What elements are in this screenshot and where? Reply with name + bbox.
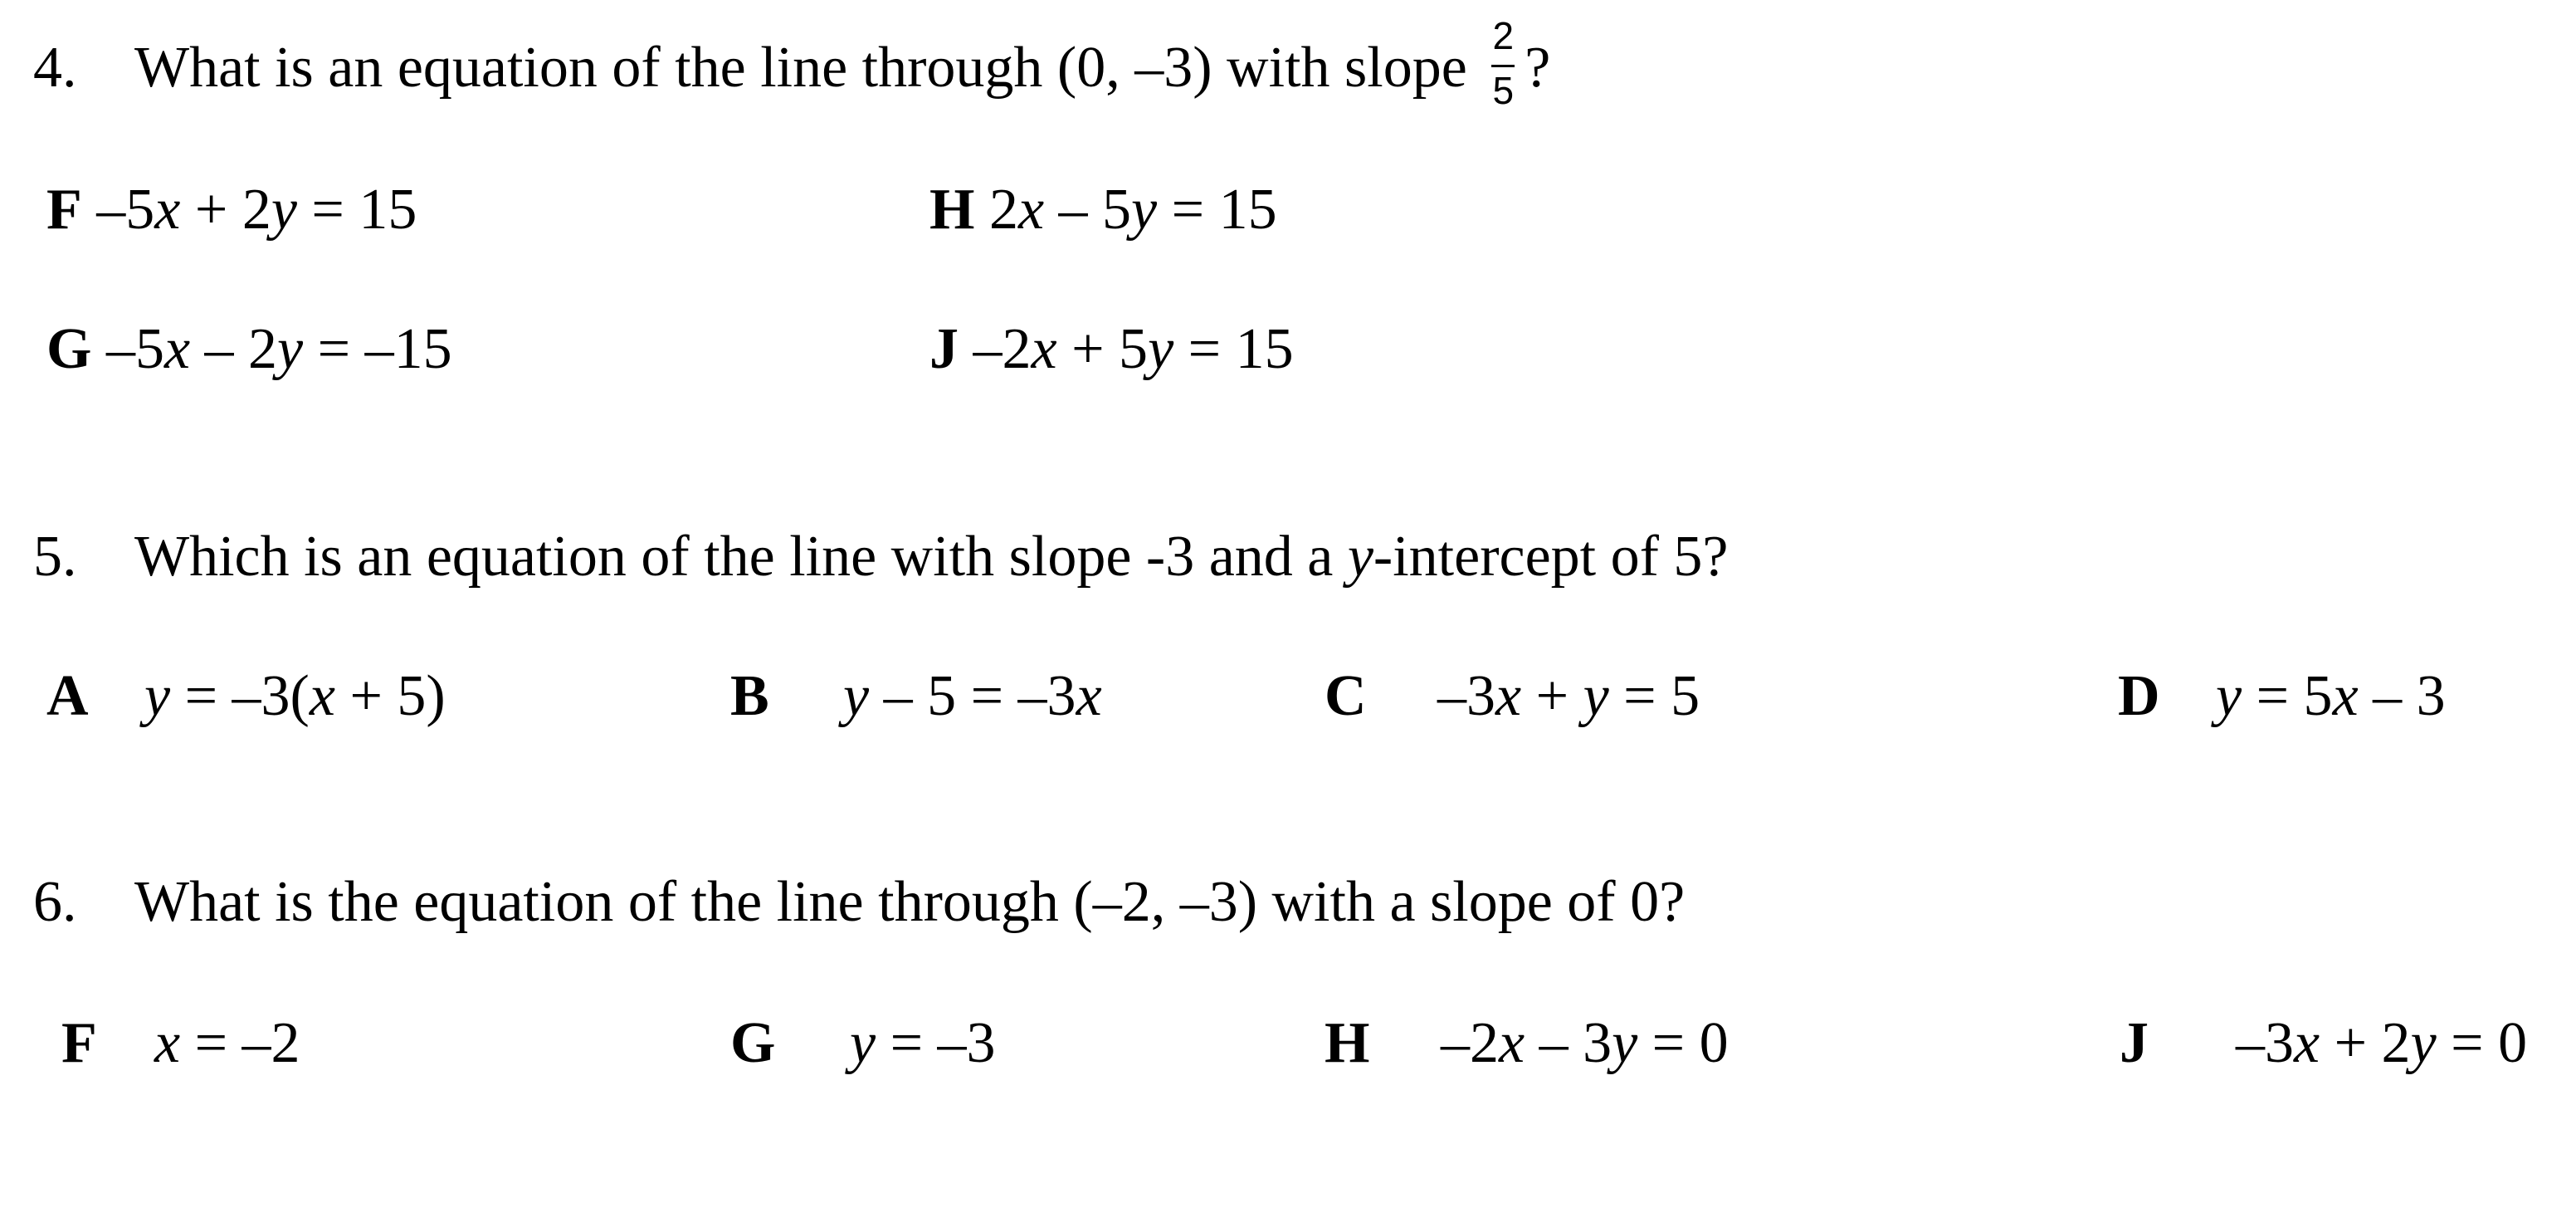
question-6-number: 6. [33,870,77,934]
slope-fraction [1486,14,1520,116]
option-expression: –3x + 2y = 0 [2236,1011,2528,1075]
q5-option-a[interactable] [46,664,446,728]
option-letter: D [2118,664,2160,728]
option-expression: 2x – 5y = 15 [988,178,1277,242]
option-expression: –5x – 2y = –15 [105,317,452,381]
q5-option-b[interactable] [730,664,1102,728]
fraction-bar [1491,65,1515,67]
option-letter: G [730,1011,776,1075]
option-letter: H [1325,1011,1370,1075]
option-letter: J [2120,1011,2149,1075]
option-letter: H [929,178,975,242]
question-4 [33,14,1551,123]
q4-option-h[interactable] [929,178,1277,242]
option-expression: y = –3 [850,1011,996,1075]
fraction-numerator: 2 [1492,14,1515,57]
question-6-text: What is the equation of the line through (–2, –3) with a slope of 0? [134,870,1686,934]
q4-option-j[interactable] [929,317,1294,381]
q6-option-h[interactable] [1325,1011,1729,1075]
option-letter: A [46,664,89,728]
question-6 [33,870,1686,934]
q6-option-f[interactable] [61,1011,300,1075]
option-expression: y – 5 = –3x [843,664,1102,728]
option-letter: G [46,317,92,381]
option-expression: x = –2 [154,1011,300,1075]
question-4-number: 4. [33,36,77,100]
question-5-number: 5. [33,525,77,589]
q5-option-d[interactable] [2118,664,2446,728]
question-5-text: Which is an equation of the line with slope -3 and a y-intercept of 5? [134,525,1729,589]
option-letter: F [46,178,82,242]
question-4-question-mark: ? [1525,36,1551,100]
option-expression: –5x + 2y = 15 [96,178,417,242]
option-letter: J [929,317,959,381]
q6-option-j[interactable] [2120,1011,2528,1075]
option-letter: C [1325,664,1367,728]
option-expression: –2x – 3y = 0 [1441,1011,1729,1075]
question-5 [33,525,1729,589]
option-expression: y = –3(x + 5) [144,664,446,728]
question-4-text: What is an equation of the line through (0, –3) with slope [134,36,1467,100]
q4-option-g[interactable] [46,317,452,381]
option-letter: F [61,1011,97,1075]
option-expression: –3x + y = 5 [1437,664,1700,728]
q4-option-f[interactable] [46,178,417,242]
fraction-denominator: 5 [1492,69,1515,112]
option-expression: –2x + 5y = 15 [973,317,1294,381]
option-expression: y = 5x – 3 [2216,664,2446,728]
q5-option-c[interactable] [1325,664,1700,728]
option-letter: B [730,664,769,728]
q6-option-g[interactable] [730,1011,996,1075]
